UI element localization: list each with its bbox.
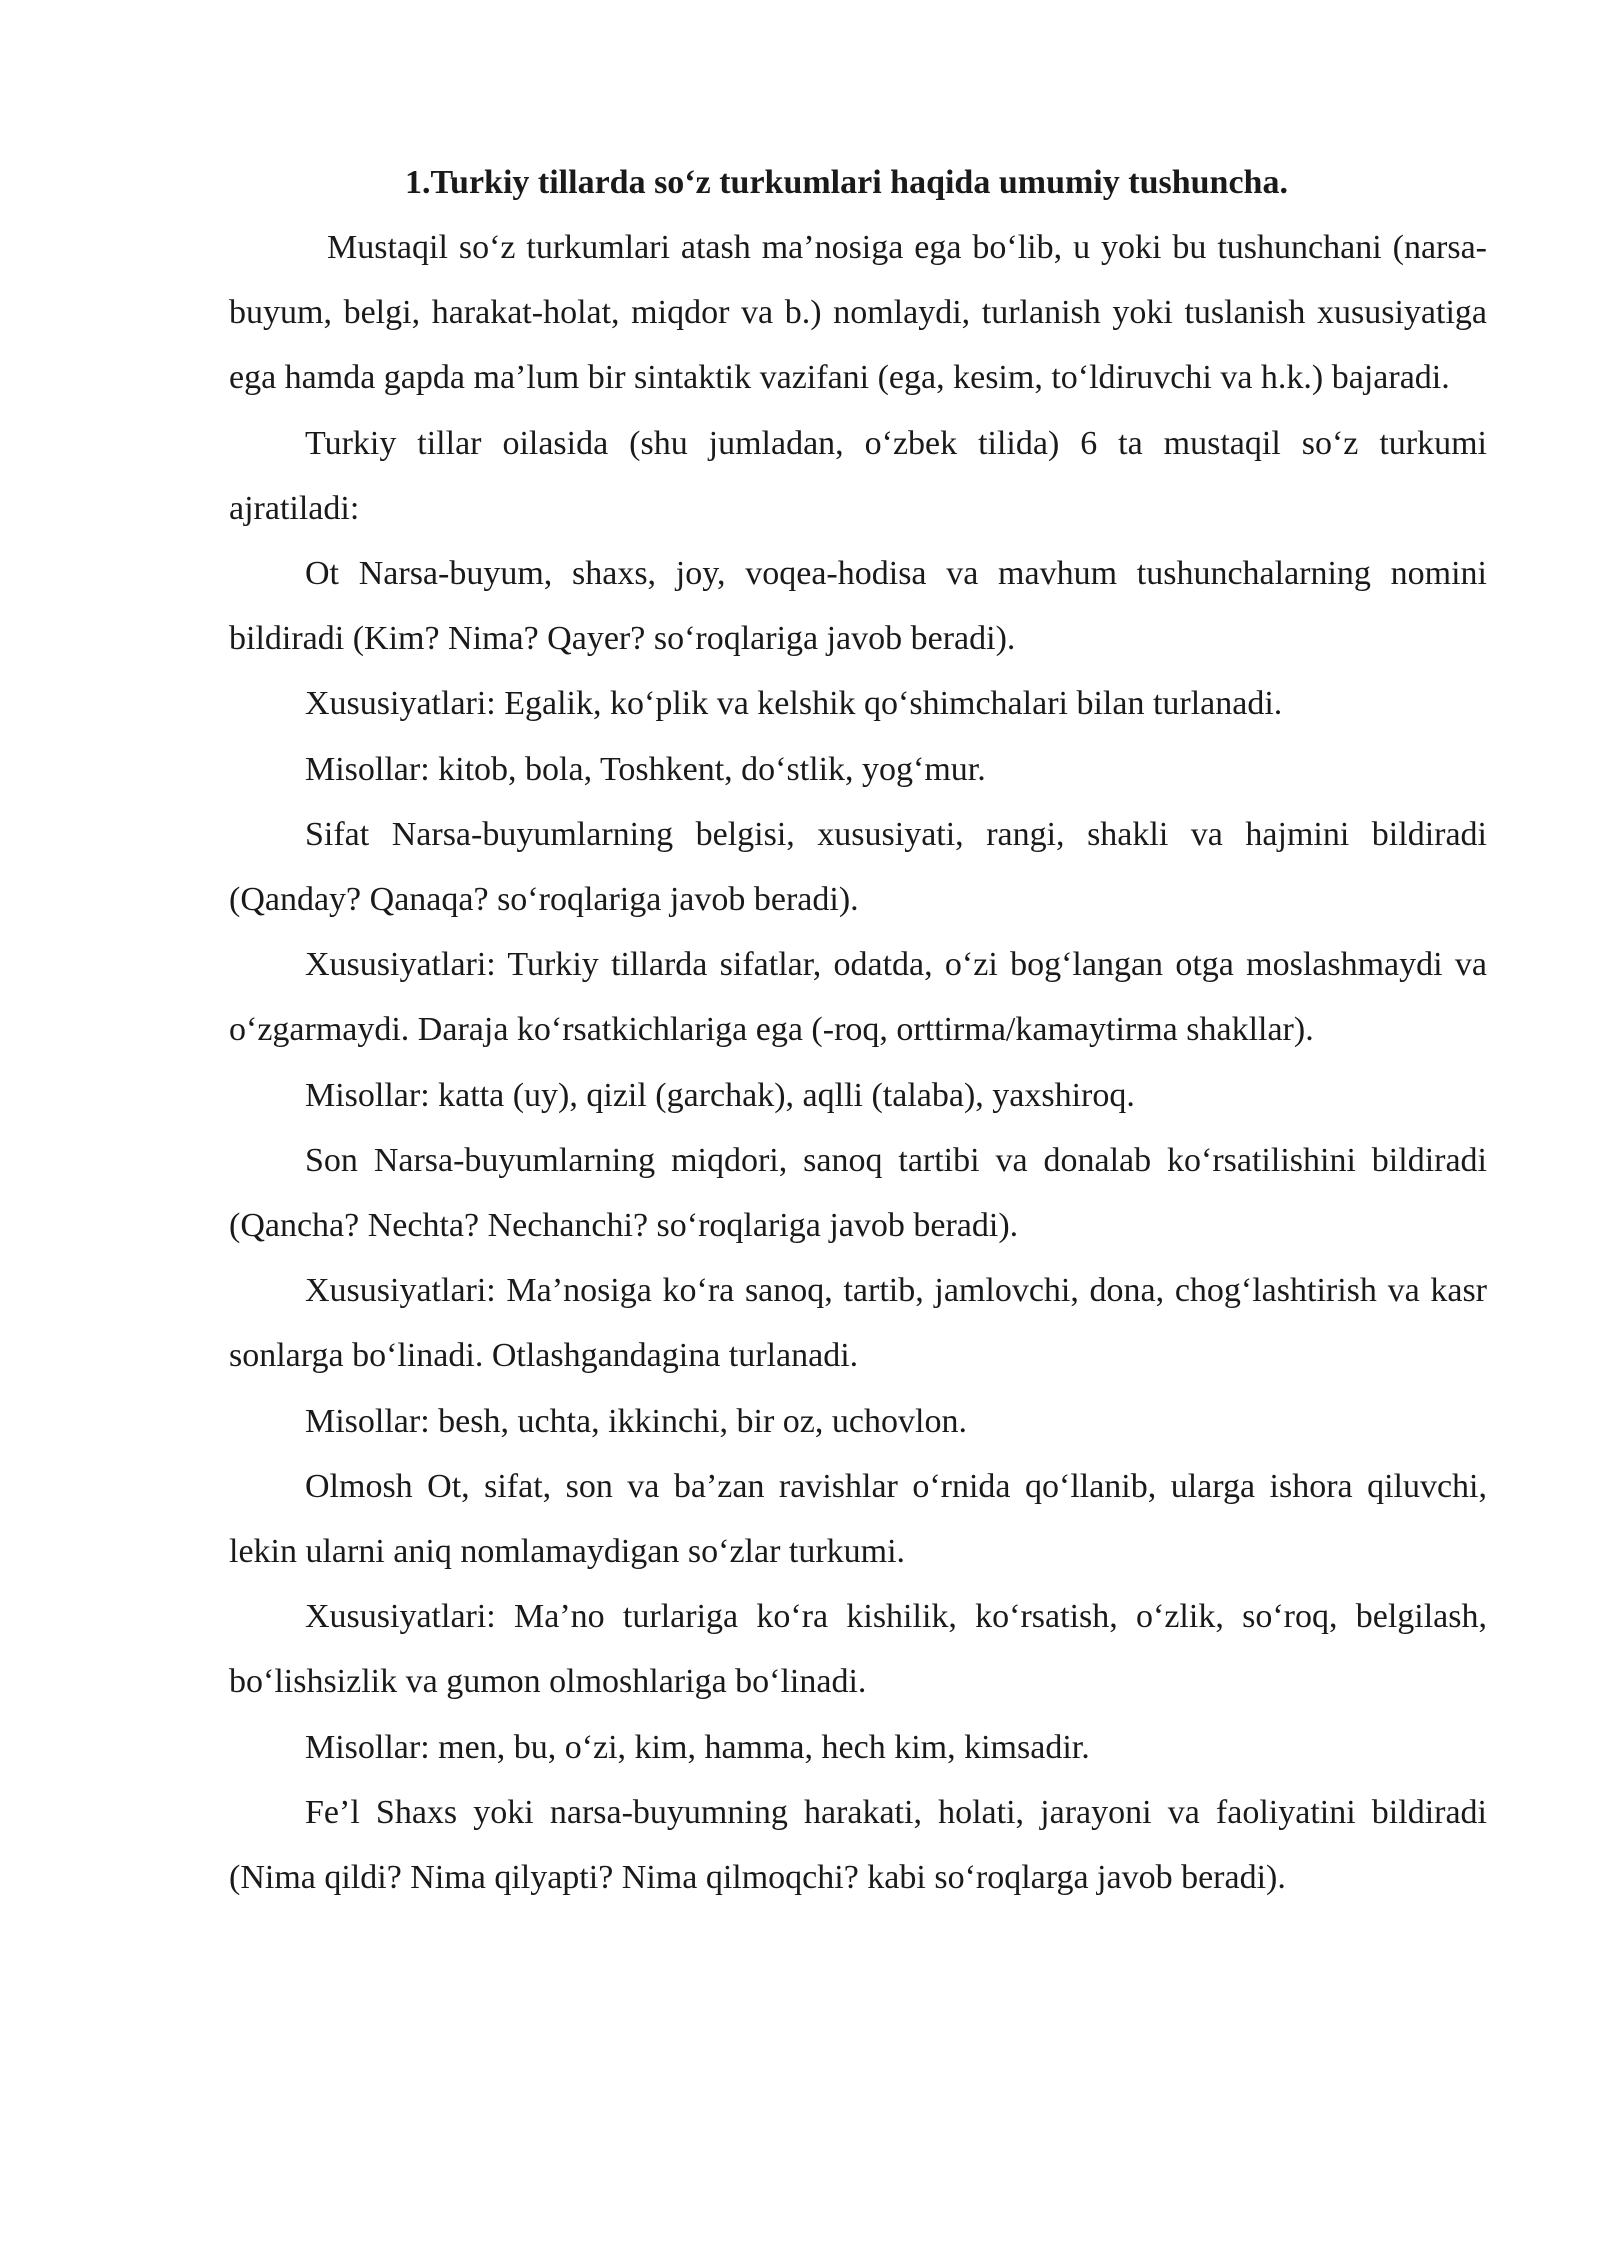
paragraph-ot-definition: Ot Narsa-buyum, shaxs, joy, voqea-hodisa va mavhum tushunchalarning nomini bildiradi (Kim? Nima? Qayer? so‘roqlariga javob beradi). [229,555,1487,658]
paragraph-intro: Mustaqil so‘z turkumlari atash ma’nosiga ega bo‘lib, u yoki bu tushunchani (narsa-buyum, belgi, harakat-holat, miqdor va b.) nomlaydi, turlanish yoki tuslanish xususiyatiga ega hamda gapda ma’lum bir sintaktik vazifani (ega, kesim, to‘ldiruvchi va h.k.) bajaradi. [229,229,1487,397]
paragraph-son-features: Xususiyatlari: Ma’nosiga ko‘ra sanoq, tartib, jamlovchi, dona, chog‘lashtirish va kasr sonlarga bo‘linadi. Otlashgandagina turlanadi. [229,1272,1487,1375]
paragraph-olmosh-features: Xususiyatlari: Ma’no turlariga ko‘ra kishilik, ko‘rsatish, o‘zlik, so‘roq, belgilash, bo‘lishsizlik va gumon olmoshlariga bo‘linadi. [229,1598,1487,1701]
document-title: 1.Turkiy tillarda so‘z turkumlari haqida umumiy tushuncha. [405,164,1288,201]
paragraph-fel-definition: Fe’l Shaxs yoki narsa-buyumning harakati, holati, jarayoni va faoliyatini bildiradi (Nima qildi? Nima qilyapti? Nima qilmoqchi? kabi so‘roqlarga javob beradi). [229,1793,1487,1897]
paragraph-olmosh-definition: Olmosh Ot, sifat, son va ba’zan ravishlar o‘rnida qo‘llanib, ularga ishora qiluvchi, lekin ularni aniq nomlamaydigan so‘zlar turkumi. [229,1467,1487,1571]
paragraph-ot-examples: Misollar: kitob, bola, Toshkent, do‘stlik, yog‘mur. [305,750,986,788]
paragraph-son-definition: Son Narsa-buyumlarning miqdori, sanoq tartibi va donalab ko‘rsatilishini bildiradi (Qancha? Nechta? Nechanchi? so‘roqlariga javob beradi). [229,1141,1487,1245]
paragraph-ot-features: Xususiyatlari: Egalik, ko‘plik va kelshik qo‘shimchalari bilan turlanadi. [305,685,1283,723]
paragraph-classification: Turkiy tillar oilasida (shu jumladan, o‘zbek tilida) 6 ta mustaqil so‘z turkumi ajratiladi: [229,424,1487,527]
document-page [229,150,1487,1910]
paragraph-sifat-definition: Sifat Narsa-buyumlarning belgisi, xususiyati, rangi, shakli va hajmini bildiradi (Qanday? Qanaqa? so‘roqlariga javob beradi). [229,815,1487,919]
paragraph-sifat-features: Xususiyatlari: Turkiy tillarda sifatlar, odatda, o‘zi bog‘langan otga moslashmaydi va o‘zgarmaydi. Daraja ko‘rsatkichlariga ega (-roq, orttirma/kamaytirma shakllar). [229,946,1487,1049]
paragraph-olmosh-examples: Misollar: men, bu, o‘zi, kim, hamma, hech kim, kimsadir. [305,1728,1090,1766]
paragraph-sifat-examples: Misollar: katta (uy), qizil (garchak), aqlli (talaba), yaxshiroq. [305,1076,1135,1114]
paragraph-son-examples: Misollar: besh, uchta, ikkinchi, bir oz, uchovlon. [305,1402,967,1440]
